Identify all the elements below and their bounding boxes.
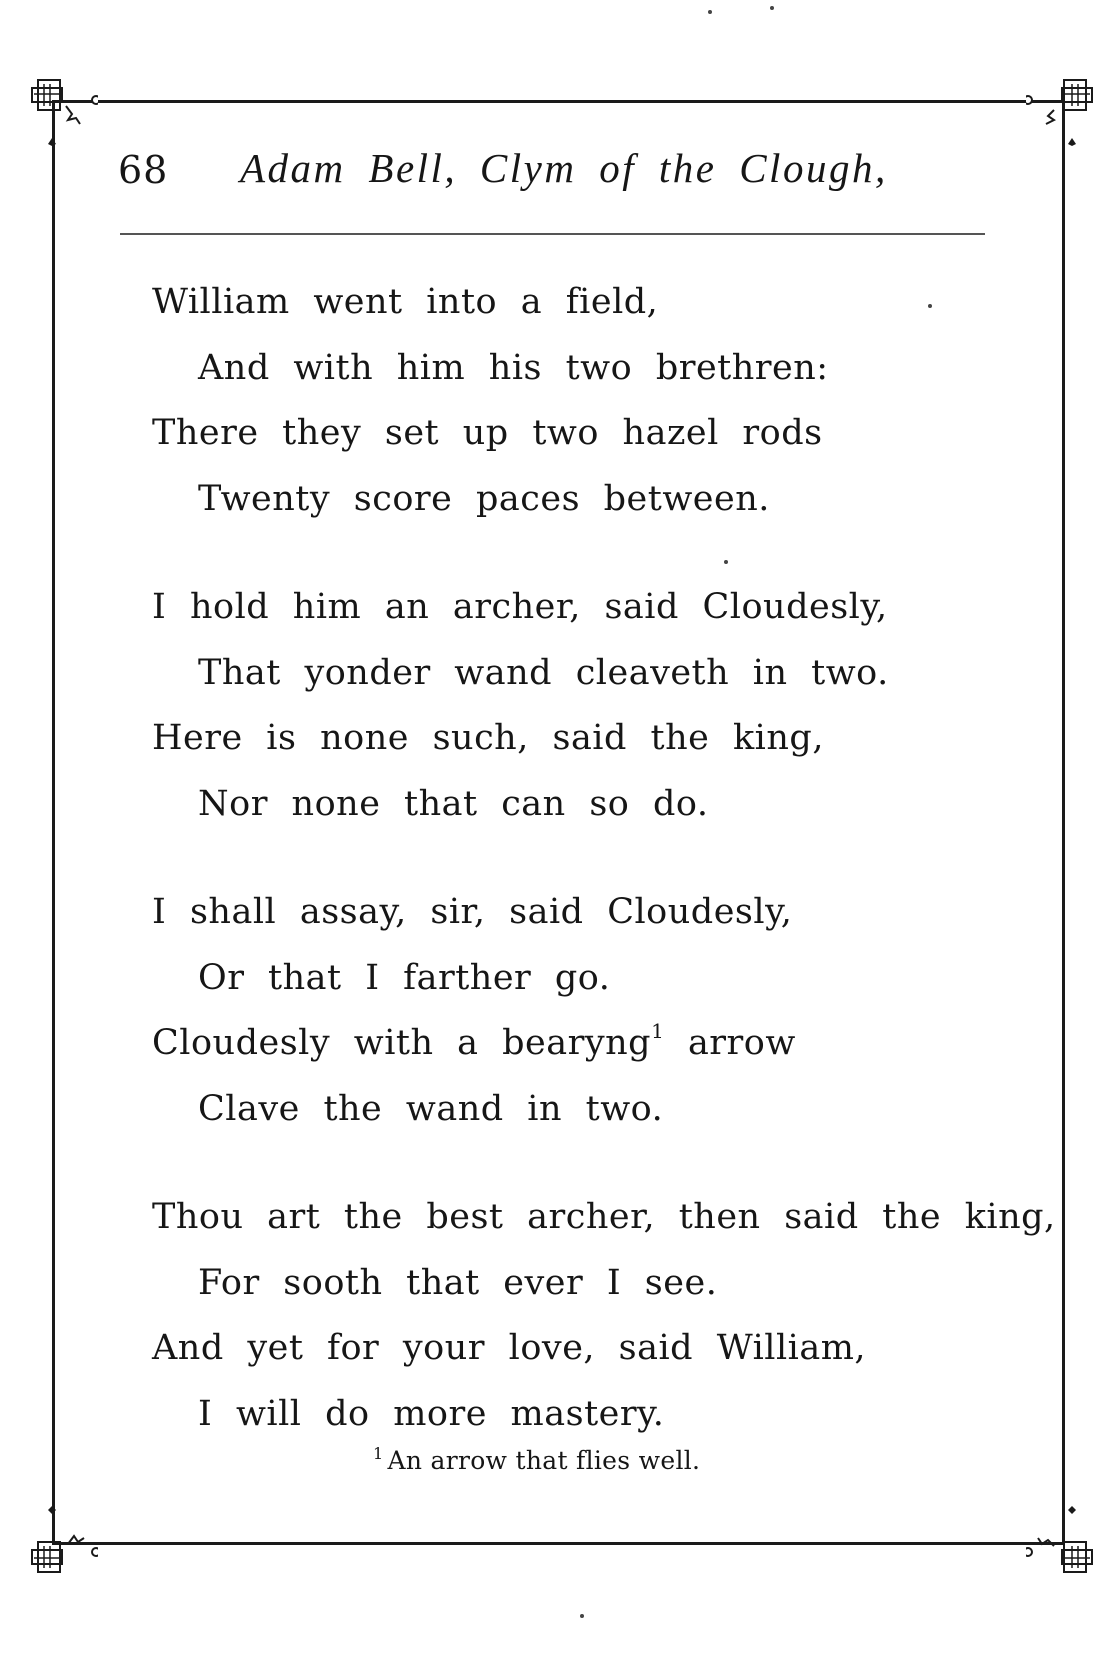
verse-line: I will do more mastery.	[198, 1393, 665, 1434]
verse-line: Or that I farther go.	[198, 957, 611, 998]
verse-line: Here is none such, said the king,	[152, 718, 824, 758]
verse-line: Nor none that can so do.	[198, 783, 709, 824]
verse-line: I hold him an archer, said Cloudesly,	[152, 587, 888, 627]
verse-text-suffix: arrow	[664, 1023, 796, 1063]
border-left	[52, 100, 55, 1545]
stanza-1	[152, 270, 1012, 532]
verse-line: Thou art the best archer, then said the king,	[152, 1197, 1056, 1237]
print-speck	[708, 10, 712, 14]
corner-ornament-bottom-left	[18, 1506, 98, 1586]
header-rule	[120, 233, 985, 235]
footnote-number: 1	[373, 1444, 384, 1463]
border-right	[1062, 100, 1065, 1545]
page-number: 68	[118, 148, 169, 192]
running-title: Adam Bell, Clym of the Clough,	[240, 145, 888, 191]
footnote-text: An arrow that flies well.	[387, 1446, 701, 1475]
poem-body	[152, 270, 1056, 1447]
verse-line-with-footnote	[152, 1011, 1012, 1077]
verse-line: And yet for your love, said William,	[152, 1328, 867, 1368]
stanza-2	[152, 575, 1012, 837]
border-bottom	[54, 1542, 1064, 1545]
verse-line: And with him his two brethren:	[198, 347, 829, 388]
verse-line: I shall assay, sir, said Cloudesly,	[152, 892, 793, 932]
border-top	[54, 100, 1064, 103]
footnote	[373, 1444, 700, 1475]
stanza-3	[152, 880, 1012, 1142]
footnote-marker[interactable]: 1	[651, 1019, 665, 1043]
verse-line: There they set up two hazel rods	[152, 413, 823, 453]
verse-line: Clave the wand in two.	[198, 1088, 664, 1129]
print-speck	[580, 1614, 584, 1618]
verse-line: William went into a field,	[152, 282, 659, 322]
print-speck	[770, 6, 774, 10]
verse-line: Twenty score paces between.	[198, 478, 770, 519]
verse-text: Cloudesly with a bearyng	[152, 1023, 652, 1063]
corner-ornament-top-left	[18, 66, 98, 146]
verse-line: That yonder wand cleaveth in two.	[198, 652, 889, 693]
stanza-4	[152, 1185, 1056, 1447]
verse-line: For sooth that ever I see.	[198, 1262, 718, 1303]
corner-ornament-top-right	[1026, 66, 1106, 146]
corner-ornament-bottom-right	[1026, 1506, 1106, 1586]
